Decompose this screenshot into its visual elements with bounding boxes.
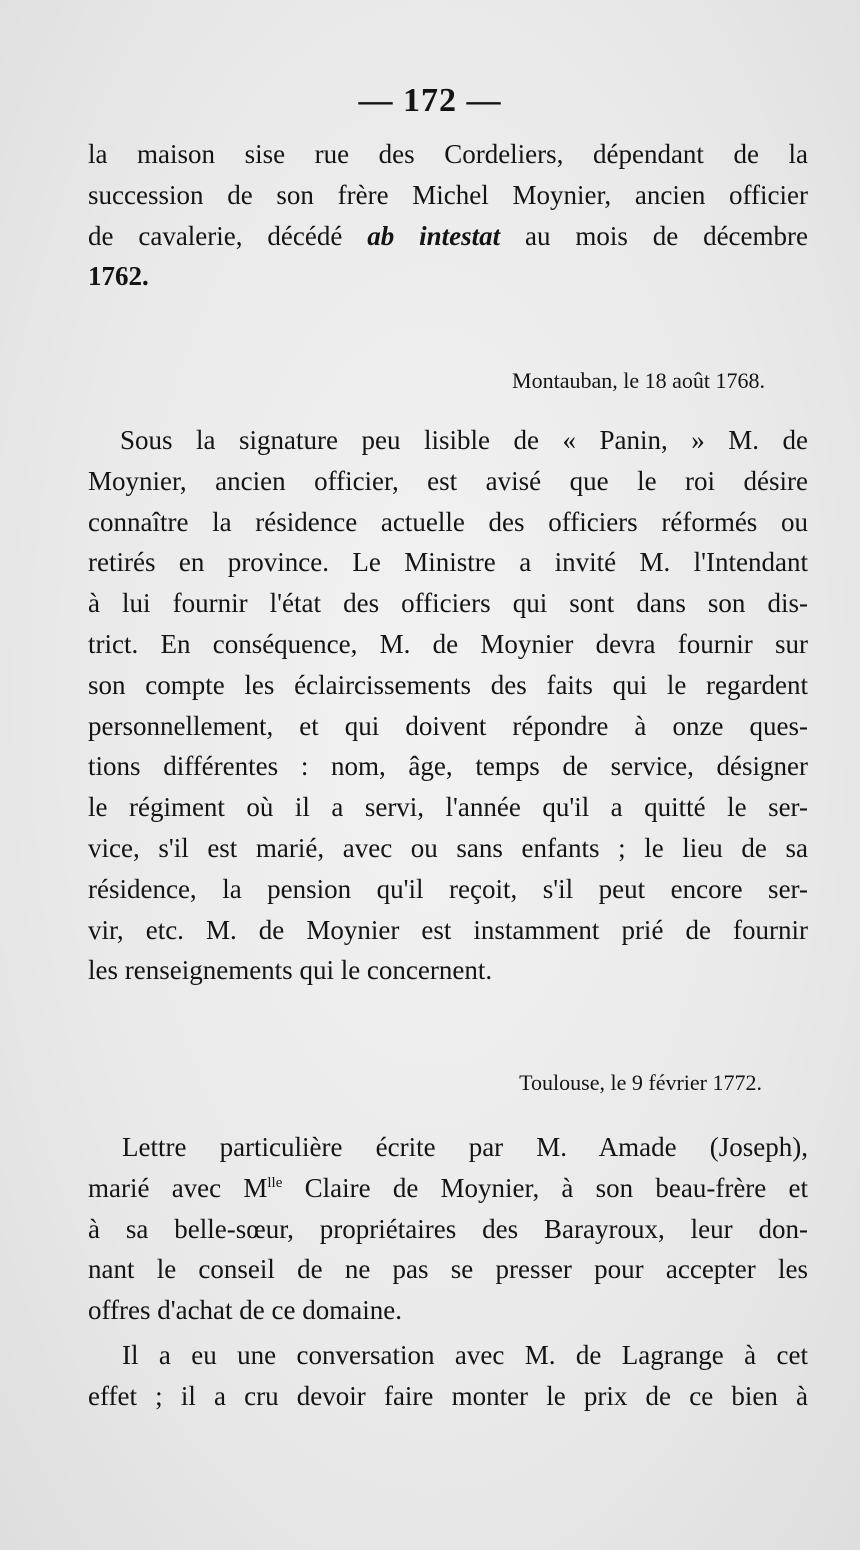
text-line bbox=[88, 216, 808, 257]
text-line: trict. En conséquence, M. de Moynier devra fournir sur bbox=[88, 628, 808, 659]
text-line: Lettre particulière écrite par M. Amade (Joseph), bbox=[122, 1132, 808, 1162]
date-place-2: Toulouse, le 9 février 1772. bbox=[519, 1070, 762, 1095]
text-line: offres d'achat de ce domaine. bbox=[88, 1295, 402, 1326]
text-span: marié avec M bbox=[88, 1172, 268, 1203]
date-place-1: Montauban, le 18 août 1768. bbox=[512, 368, 765, 393]
text-span: Claire de Moynier, à son beau-frère et bbox=[282, 1172, 809, 1203]
paragraph-4 bbox=[88, 1335, 808, 1417]
text-line: la maison sise rue des Cordeliers, dépendant de la bbox=[88, 139, 808, 169]
text-span: de cavalerie, décédé bbox=[88, 220, 368, 251]
text-line: à sa belle-sœur, propriétaires des Barayroux, leur don- bbox=[88, 1213, 808, 1244]
text-line: Il a eu une conversation avec M. de Lagrange à cet bbox=[122, 1340, 808, 1370]
text-line: le régiment où il a servi, l'année qu'il a quitté le ser- bbox=[88, 792, 808, 823]
text-line: tions différentes : nom, âge, temps de service, désigner bbox=[88, 751, 808, 782]
latin-phrase: ab intestat bbox=[367, 220, 501, 251]
text-line bbox=[88, 1168, 808, 1209]
text-line: effet ; il a cru devoir faire monter le prix de ce bien à bbox=[88, 1380, 808, 1411]
paragraph-2 bbox=[88, 420, 808, 991]
text-line: son compte les éclaircissements des faits qui le regardent bbox=[88, 669, 808, 700]
text-line: retirés en province. Le Ministre a invité M. l'Intendant bbox=[88, 547, 808, 578]
text-line: vir, etc. M. de Moynier est instamment prié de fournir bbox=[88, 914, 808, 945]
text-line: nant le conseil de ne pas se presser pour accepter les bbox=[88, 1254, 808, 1285]
text-line: à lui fournir l'état des officiers qui sont dans son dis- bbox=[88, 588, 808, 619]
text-line: résidence, la pension qu'il reçoit, s'il peut encore ser- bbox=[88, 873, 808, 904]
page-number: — 172 — bbox=[358, 82, 502, 119]
text-line: connaître la résidence actuelle des officiers réformés ou bbox=[88, 506, 808, 537]
text-line: succession de son frère Michel Moynier, ancien officier bbox=[88, 179, 808, 210]
paragraph-1 bbox=[88, 134, 808, 297]
text-line: Sous la signature peu lisible de « Panin, » M. de bbox=[120, 425, 808, 455]
text-line: les renseignements qui le concernent. bbox=[88, 955, 493, 986]
paragraph-3 bbox=[88, 1127, 808, 1331]
superscript: lle bbox=[267, 1174, 283, 1191]
text-line: Moynier, ancien officier, est avisé que le roi désire bbox=[88, 465, 808, 496]
text-line: vice, s'il est marié, avec ou sans enfants ; le lieu de sa bbox=[88, 832, 808, 863]
text-line: personnellement, et qui doivent répondre à onze ques- bbox=[88, 710, 808, 741]
year-line: 1762. bbox=[88, 261, 149, 292]
text-span: au mois de décembre bbox=[500, 220, 808, 251]
